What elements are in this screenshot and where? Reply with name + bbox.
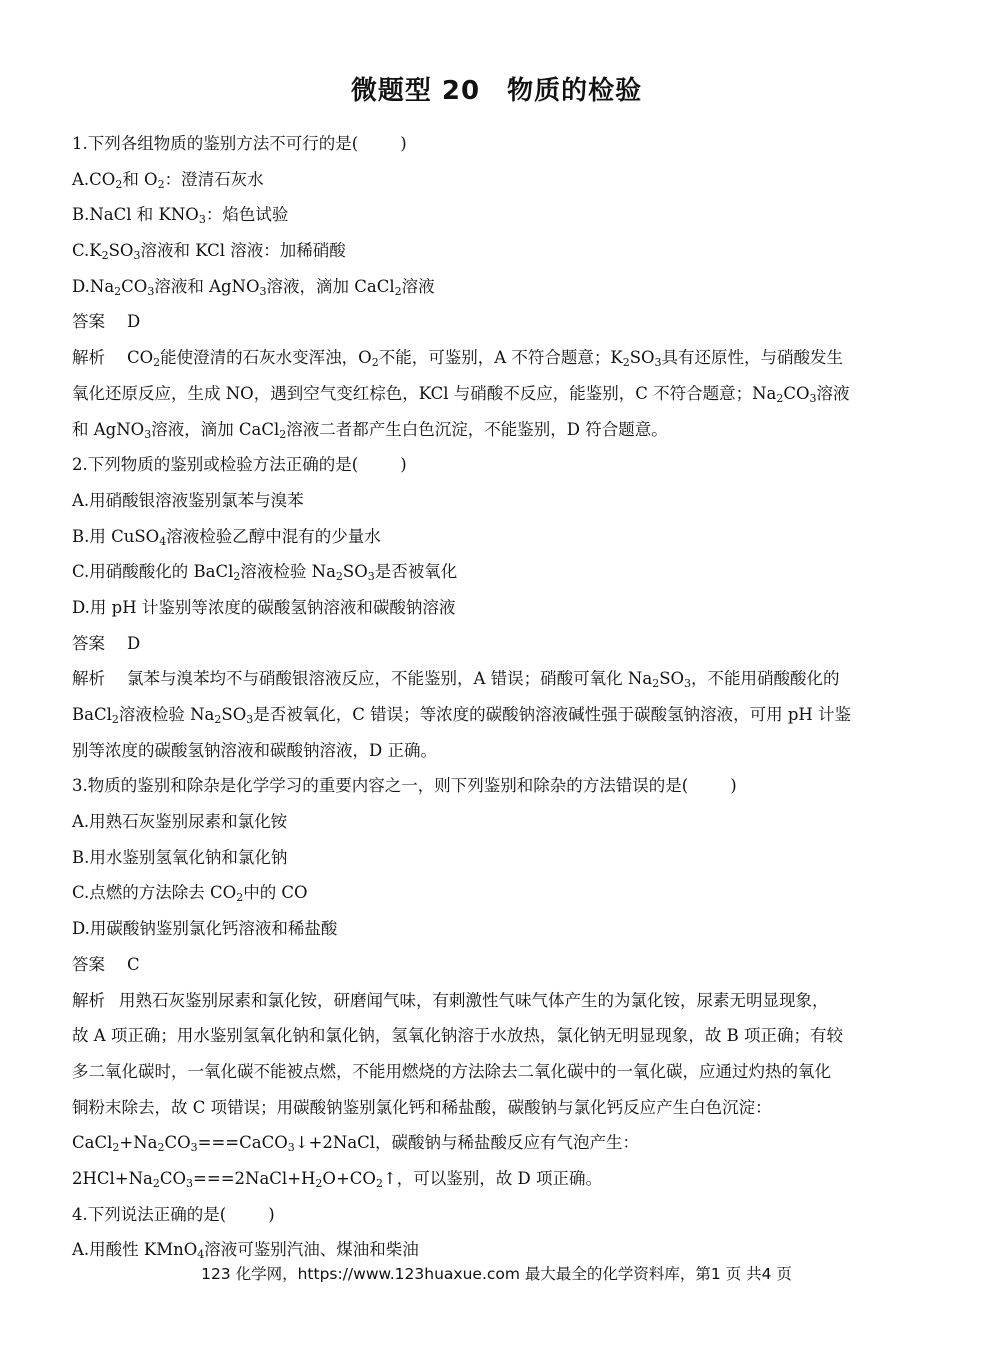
- question-1-analysis-line-1: 解析 $CO_2$能使澄清的石灰水变浑浊，$O_2$不能，可鉴别，A 不符合题意；$K_2SO_3$具有还原性，与硝酸发生: [72, 348, 844, 370]
- question-2-analysis-line-1: 解析 氯苯与溴苯均不与硝酸银溶液反应，不能鉴别，A 错误；硝酸可氧化 $Na_2SO_3$，不能用硝酸酸化的: [72, 669, 840, 691]
- question-2-stem: 2.下列物质的鉴别或检验方法正确的是( ): [72, 455, 407, 475]
- question-3-stem: 3.物质的鉴别和除杂是化学学习的重要内容之一，则下列鉴别和除杂的方法错误的是( ): [72, 776, 737, 796]
- question-2-answer: 答案 D: [72, 633, 141, 653]
- page-title: 微题型 20 物质的检验: [350, 76, 643, 106]
- question-4-option-a: A.用酸性 KMnO$_4$溶液可鉴别汽油、煤油和柴油: [72, 1240, 419, 1262]
- question-2-analysis-line-3: 别等浓度的碳酸氢钠溶液和碳酸钠溶液，D 正确。: [72, 740, 437, 760]
- question-1-analysis-line-2: 氧化还原反应，生成 NO，遇到空气变红棕色，KCl 与硝酸不反应，能鉴别，C 不符合题意；$Na_2CO_3$溶液: [72, 383, 850, 405]
- question-3-analysis-line-1: 解析 用熟石灰鉴别尿素和氯化铵，研磨闻气味，有刺激性气味气体产生的为氯化铵，尿素无明显现象，: [72, 990, 829, 1010]
- question-1-option-c: $C.K_2SO_3$溶液和 KCl 溶液：加稀硝酸: [72, 241, 346, 263]
- question-1-stem: 1.下列各组物质的鉴别方法不可行的是( ): [72, 134, 407, 153]
- question-3-option-b: B.用水鉴别氢氧化钠和氯化钠: [72, 847, 288, 867]
- question-2-option-b: B.用 CuSO$_4$溶液检验乙醇中混有的少量水: [72, 526, 381, 548]
- question-3-equation-1: $CaCl_2+Na_2CO_3===CaCO_3↓+2NaCl$，碳酸钠与稀盐酸反应有气泡产生：: [72, 1133, 640, 1155]
- question-4-stem: 4.下列说法正确的是( ): [72, 1204, 275, 1224]
- question-3-option-d: D.用碳酸钠鉴别氯化钙溶液和稀盐酸: [72, 919, 338, 939]
- question-3-answer: 答案 C: [72, 954, 140, 974]
- question-3-analysis-line-3: 多二氧化碳时，一氧化碳不能被点燃，不能用燃烧的方法除去二氧化碳中的一氧化碳，应通过灼热的氧化: [72, 1061, 831, 1081]
- question-2-analysis-line-2: BaCl$_2$溶液检验 $Na_2SO_3$是否被氧化，C 错误；等浓度的碳酸钠溶液碱性强于碳酸氢钠溶液，可用 pH 计鉴: [72, 705, 852, 726]
- question-3-analysis-line-4: 铜粉末除去，故 C 项错误；用碳酸钠鉴别氯化钙和稀盐酸，碳酸钠与氯化钙反应产生白色沉淀：: [72, 1097, 772, 1117]
- question-3-equation-2: $2HCl+Na_2CO_3===2NaCl+H_2O+CO_2↑$，可以鉴别，故 D 项正确。: [72, 1168, 602, 1190]
- question-2-option-a: A.用硝酸银溶液鉴别氯苯与溴苯: [72, 490, 304, 510]
- question-1-answer: 答案 D: [72, 312, 141, 332]
- question-2-option-d: D.用 pH 计鉴别等浓度的碳酸氢钠溶液和碳酸钠溶液: [72, 597, 456, 617]
- question-1-option-a: $A.CO_2$和 $O_2$：澄清石灰水: [72, 169, 264, 191]
- question-1-analysis-line-3: 和 AgNO$_3$溶液，滴加 CaCl$_2$溶液二者都产生白色沉淀，不能鉴别，D 符合题意。: [72, 419, 668, 441]
- question-1-option-d: $D.Na_2CO_3$溶液和 AgNO$_3$溶液，滴加 CaCl$_2$溶液: [72, 276, 435, 298]
- question-1-option-b: B.NaCl 和 $KNO_3$：焰色试验: [72, 205, 289, 227]
- question-3-option-c: C.点燃的方法除去 $CO_2$中的 CO: [72, 883, 308, 905]
- question-3-analysis-line-2: 故 A 项正确；用水鉴别氢氧化钠和氯化钠，氢氧化钠溶于水放热，氯化钠无明显现象，故 B 项正确；有较: [72, 1026, 844, 1046]
- page-footer: 123 化学网，https://www.123huaxue.com 最大最全的化学资料库，第1 页 共4 页: [201, 1265, 792, 1283]
- question-2-option-c: C.用硝酸酸化的 BaCl$_2$溶液检验 $Na_2SO_3$是否被氧化: [72, 562, 458, 584]
- document-body: [72, 126, 917, 1268]
- question-3-option-a: A.用熟石灰鉴别尿素和氯化铵: [72, 812, 288, 832]
